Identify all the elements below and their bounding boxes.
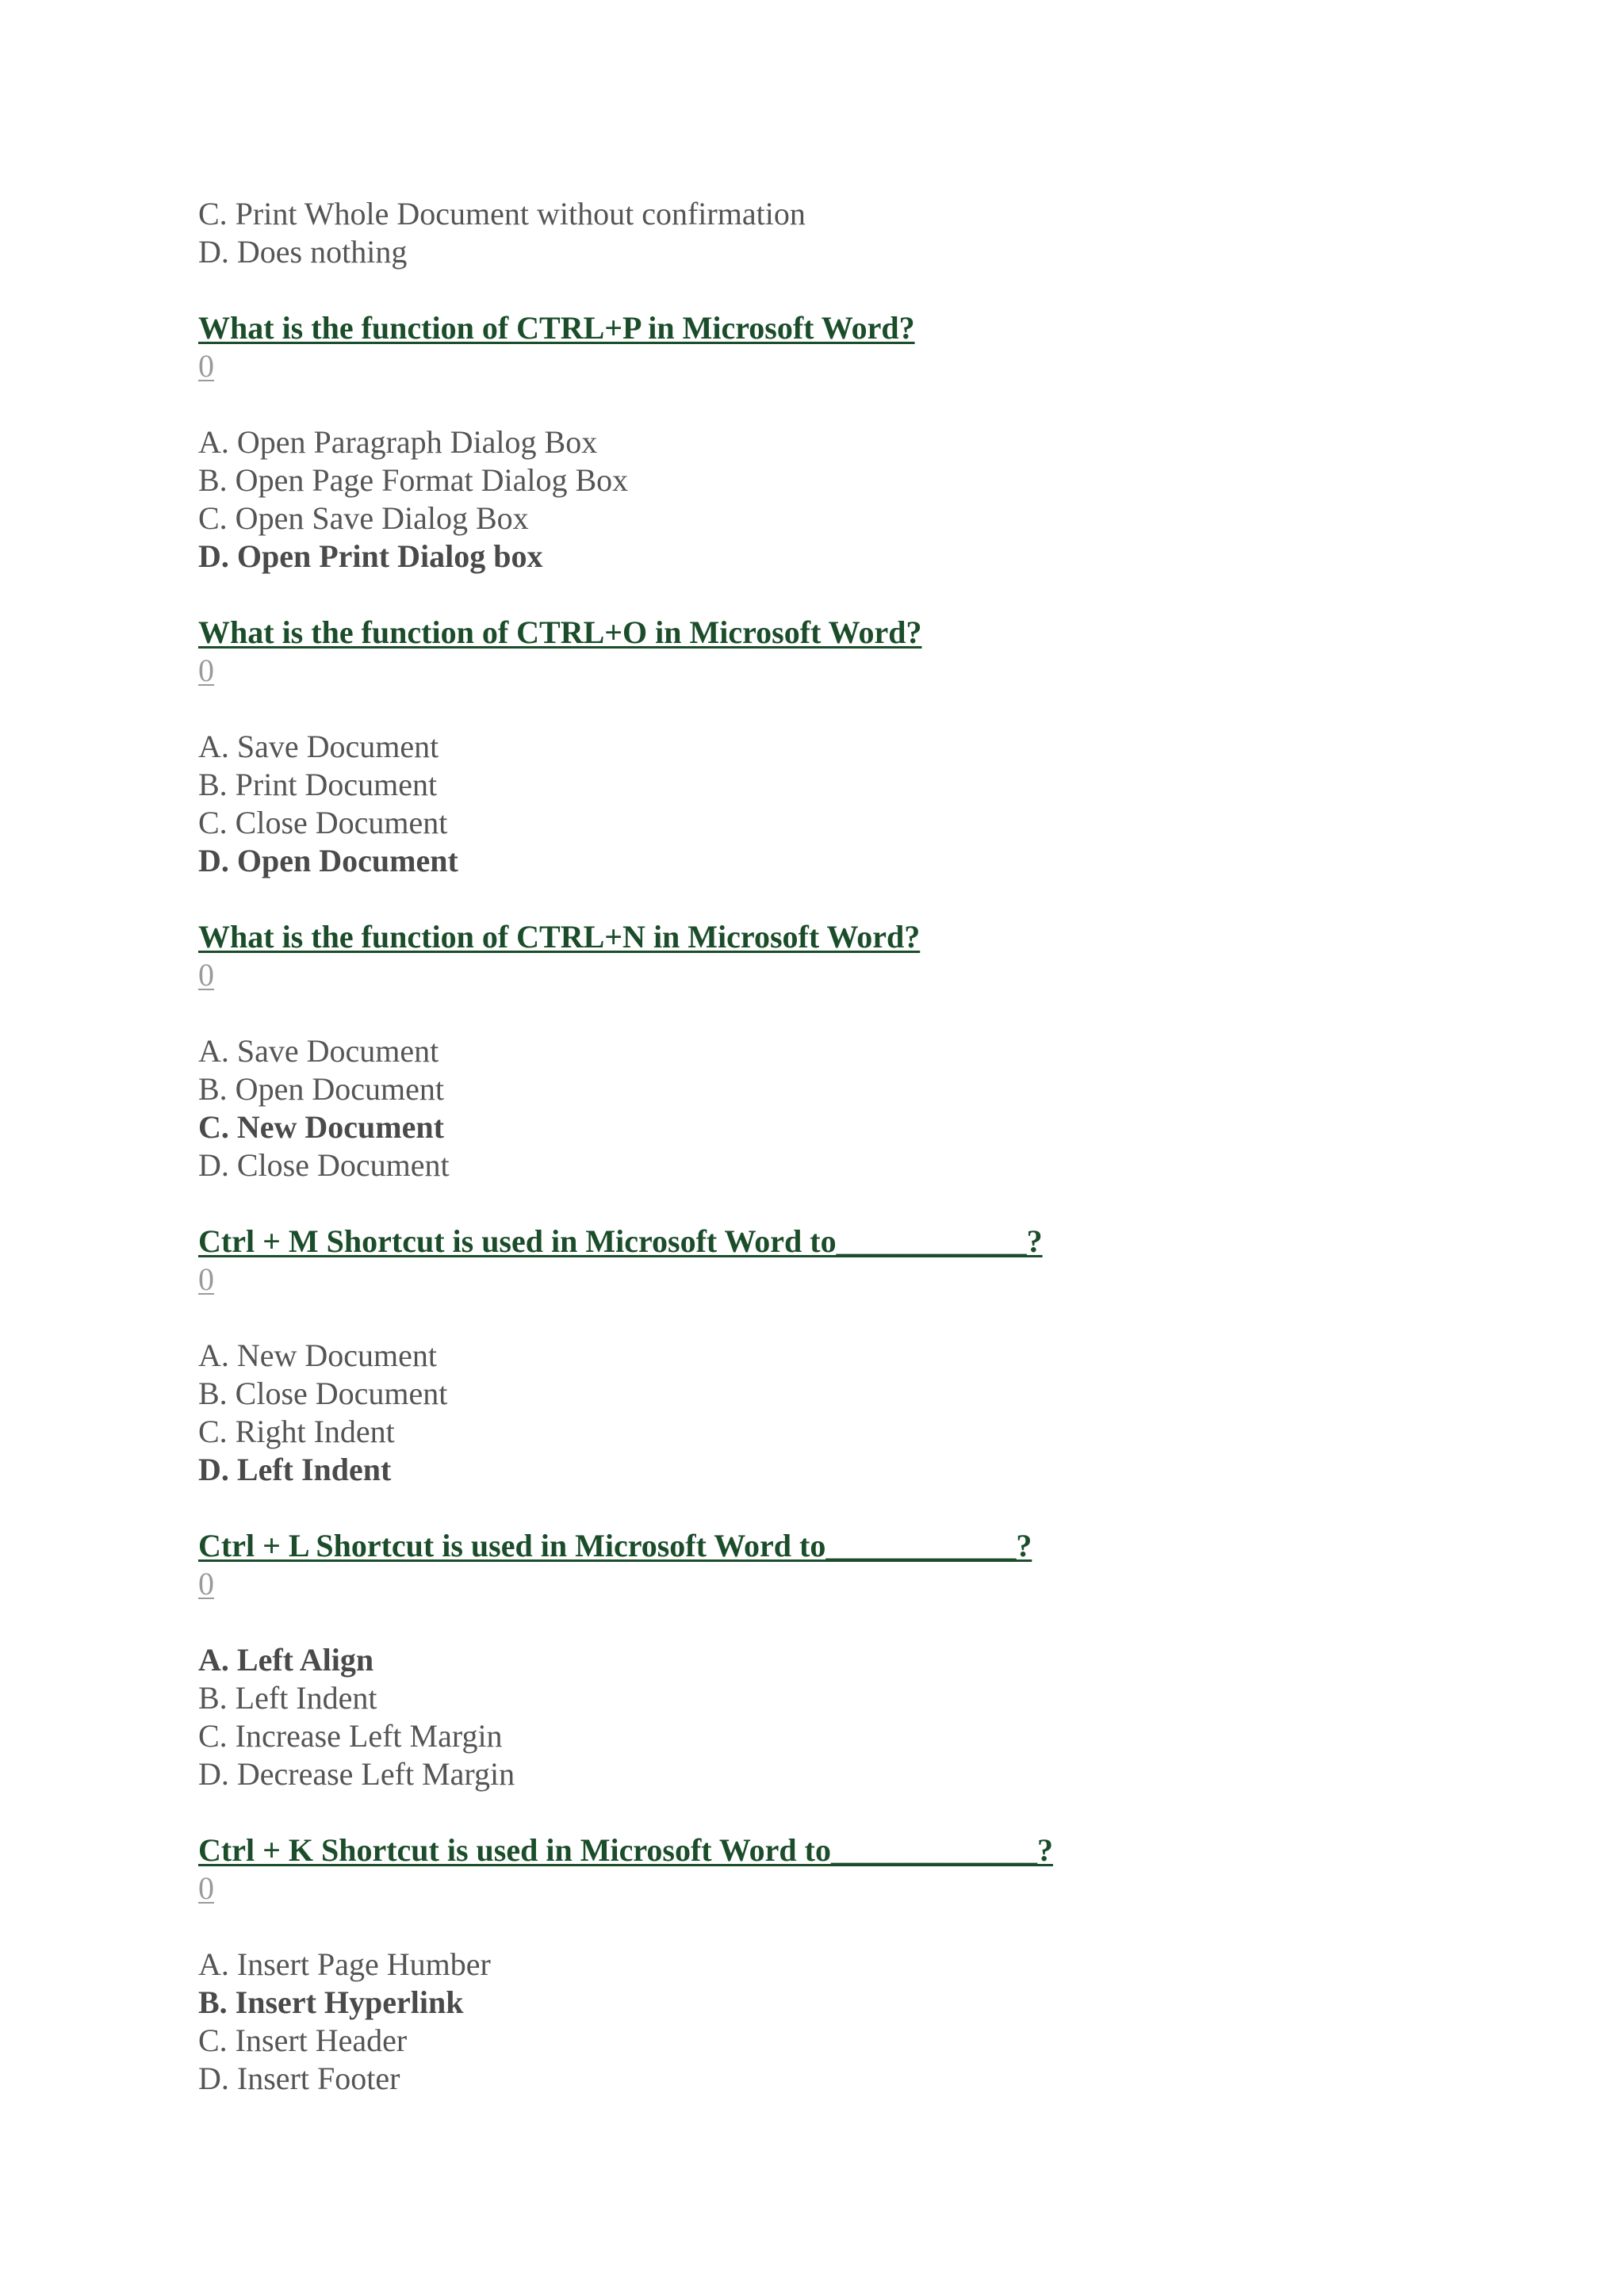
- spacer: [198, 1793, 1546, 1831]
- question-title-link[interactable]: What is the function of CTRL+P in Microsoft Word?: [198, 310, 915, 346]
- document-page: [198, 195, 1546, 2098]
- spacer: [198, 690, 1546, 728]
- option-line: A. Open Paragraph Dialog Box: [198, 424, 598, 460]
- option-line: C. Open Save Dialog Box: [198, 500, 529, 536]
- option-line: C. Insert Header: [198, 2022, 408, 2058]
- spacer: [198, 1184, 1546, 1223]
- option-line: B. Left Indent: [198, 1680, 377, 1716]
- spacer: [198, 385, 1546, 423]
- option-line: B. Print Document: [198, 767, 438, 802]
- spacer: [198, 994, 1546, 1032]
- correct-option-line: D. Open Print Dialog box: [198, 538, 543, 574]
- question-block: [198, 309, 1546, 576]
- spacer: [198, 1489, 1546, 1527]
- question-block: [198, 1223, 1546, 1489]
- question-title-link[interactable]: What is the function of CTRL+O in Microsoft Word?: [198, 614, 922, 650]
- correct-option-line: C. New Document: [198, 1109, 444, 1145]
- question-block: [198, 918, 1546, 1184]
- correct-option-line: B. Insert Hyperlink: [198, 1984, 464, 2020]
- spacer: [198, 880, 1546, 918]
- option-line: A. Insert Page Humber: [198, 1946, 491, 1982]
- option-line: D. Decrease Left Margin: [198, 1756, 515, 1792]
- answer-count-link[interactable]: 0: [198, 1566, 214, 1601]
- answer-count-link[interactable]: 0: [198, 652, 214, 688]
- option-line: D. Does nothing: [198, 234, 408, 270]
- spacer: [198, 1603, 1546, 1641]
- option-line: B. Open Document: [198, 1071, 444, 1107]
- option-line: C. Print Whole Document without confirmation: [198, 196, 806, 232]
- option-line: A. New Document: [198, 1337, 438, 1373]
- spacer: [198, 1908, 1546, 1946]
- option-line: C. Close Document: [198, 805, 448, 840]
- answer-count-link[interactable]: 0: [198, 348, 214, 384]
- option-line: B. Open Page Format Dialog Box: [198, 462, 629, 498]
- spacer: [198, 271, 1546, 309]
- question-block: [198, 614, 1546, 880]
- option-line: C. Right Indent: [198, 1414, 395, 1449]
- option-line: C. Increase Left Margin: [198, 1718, 503, 1754]
- answer-count-link[interactable]: 0: [198, 1261, 214, 1297]
- intro-options: [198, 195, 1546, 271]
- correct-option-line: D. Open Document: [198, 843, 458, 878]
- option-line: D. Insert Footer: [198, 2061, 400, 2096]
- option-line: A. Save Document: [198, 729, 439, 764]
- answer-count-link[interactable]: 0: [198, 1870, 214, 1906]
- correct-option-line: D. Left Indent: [198, 1452, 392, 1487]
- option-line: A. Save Document: [198, 1033, 439, 1069]
- question-title-link[interactable]: Ctrl + L Shortcut is used in Microsoft Word to____________?: [198, 1528, 1032, 1563]
- question-title-link[interactable]: Ctrl + K Shortcut is used in Microsoft Word to_____________?: [198, 1832, 1053, 1868]
- option-line: D. Close Document: [198, 1147, 450, 1183]
- correct-option-line: A. Left Align: [198, 1642, 374, 1678]
- question-block: [198, 1527, 1546, 1793]
- spacer: [198, 1299, 1546, 1337]
- answer-count-link[interactable]: 0: [198, 957, 214, 993]
- spacer: [198, 576, 1546, 614]
- question-title-link[interactable]: Ctrl + M Shortcut is used in Microsoft Word to____________?: [198, 1223, 1043, 1259]
- option-line: B. Close Document: [198, 1376, 448, 1411]
- question-block: [198, 1831, 1546, 2098]
- question-title-link[interactable]: What is the function of CTRL+N in Microsoft Word?: [198, 919, 921, 955]
